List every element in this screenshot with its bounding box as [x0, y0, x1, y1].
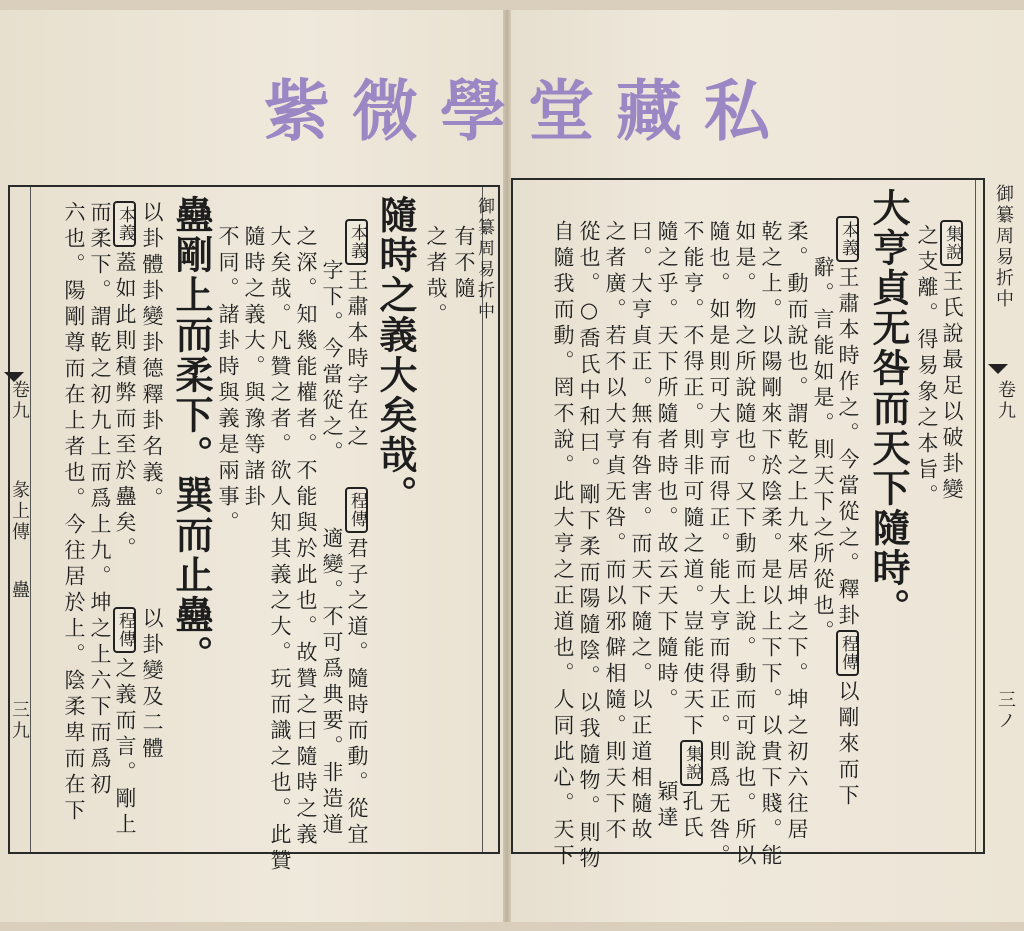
right-col-b5: 隨也。如是則可大亨而得正。能大亨而得正。則爲无咎。	[707, 220, 731, 870]
left-col-r2: 之者哉。	[424, 225, 448, 329]
left-col-a1: 王肅本時字在之	[345, 269, 369, 451]
collector-stamp: 紫微學堂藏私	[264, 72, 792, 150]
badge-chengzhuan-1: 程傳	[345, 487, 368, 533]
left-col-c6: 六也。陽剛尊而在上者也。今往居於上。陰柔卑而在下	[62, 201, 86, 825]
left-heading-1: 隨時之義大矣哉。	[373, 195, 418, 515]
badge-benyi: 本義	[836, 216, 859, 262]
right-col-a1: 王肅本時作之。今當從之。釋卦	[836, 266, 860, 630]
left-col-b2: 適變。不可爲典要。非造道	[320, 527, 344, 839]
right-col-b7: 隨之乎。天下所隨者時也。故云天下隨時。	[655, 220, 679, 714]
badge-benyi-2: 本義	[113, 201, 136, 247]
badge-jishuo: 集說	[680, 740, 703, 786]
right-col-a2: 辭。言能如是。則天下之所從也。	[811, 256, 835, 646]
badge-chengzhuan: 程傳	[836, 630, 859, 676]
left-col-c1: 以卦體卦變卦德釋卦名義。	[140, 201, 164, 513]
right-col-b2: 柔。動而說也。謂乾之上九來居坤之下。坤之初六往居	[785, 220, 809, 844]
right-col-c2: 穎達	[655, 780, 679, 832]
fish-tail-mark-left	[4, 372, 24, 382]
right-col-c1: 孔氏	[680, 790, 704, 842]
right-col-r1: 之支離。得易象之本旨。	[915, 224, 939, 510]
right-col-b6: 不能亨。不得正。則非可隨之道。豈能使天下	[681, 220, 705, 740]
left-col-c5: 而柔下。謂乾之初九上而爲上九。坤之上六下而爲初	[88, 201, 112, 799]
left-edge-section: 彖上傳	[9, 480, 30, 543]
left-col-c3: 以卦變及二體	[140, 607, 164, 763]
left-edge-volume: 卷九	[9, 380, 30, 422]
left-text-frame	[8, 185, 500, 875]
badge-ji: 集說	[940, 220, 963, 266]
right-col-c3: 曰。大亨貞正。無有咎害。而天下隨之。以正道相隨故	[629, 220, 653, 844]
right-col-b1: 以剛來而下	[836, 680, 860, 810]
left-col-a2: 字下。今當從之。	[320, 259, 344, 467]
left-col-b3: 之深。知幾能權者。不能與於此也。故贊之曰隨時之義	[294, 225, 318, 849]
badge-chengzhuan-2: 程傳	[113, 607, 136, 653]
right-col-c6: 自隨我而動。罔不說。此大亨之正道也。人同此心。天下	[551, 220, 575, 870]
right-col-c4: 之者廣。若不以大亨貞无咎。而以邪僻相隨。則天下不	[603, 220, 627, 844]
left-edge-title: 御纂周易折中	[474, 197, 494, 323]
right-text-frame	[511, 178, 985, 873]
left-col-b6: 不同。諸卦時與義是兩事。	[216, 225, 240, 537]
right-edge-page-number: 三ノ	[995, 690, 1016, 732]
left-col-b4: 大矣哉。凡贊之者。欲人知其義之大。玩而識之也。此贊	[268, 225, 292, 875]
left-heading-2: 蠱剛上而柔下。巽而止蠱。	[169, 195, 214, 675]
fish-tail-mark-right	[988, 364, 1008, 374]
left-col-r1: 有不隨	[452, 225, 476, 303]
badge-benyi-1: 本義	[345, 219, 368, 265]
right-edge-title: 御纂周易折中	[993, 184, 1014, 310]
right-inner-rule	[975, 180, 976, 852]
right-heading-1: 大亨貞无咎而天下隨時。	[866, 188, 911, 628]
right-col-r2: 王氏說最足以破卦變	[940, 270, 964, 504]
left-col-b5: 隨時之義大。與豫等諸卦	[242, 225, 266, 511]
left-edge-page-number: 三九	[9, 700, 30, 742]
left-edge-hexagram: 蠱	[9, 580, 30, 601]
left-col-c2: 蓋如此則積弊而至於蠱矣。	[113, 251, 137, 563]
right-col-b3: 乾之上。以陽剛來下於陰柔。是以上下下。以貴下賤。能	[759, 220, 783, 870]
left-col-b1: 君子之道。隨時而動。從宜	[345, 537, 369, 849]
right-edge-volume: 卷九	[995, 380, 1016, 422]
left-col-c4: 之義而言。剛上	[113, 657, 137, 839]
right-col-b4: 如是。物之所說隨也。又下動而上說。動而可說也。所以	[733, 220, 757, 870]
right-col-c5: 從也。○喬氏中和曰。剛下柔而陽隨陰。以我隨物。則物	[577, 220, 601, 873]
